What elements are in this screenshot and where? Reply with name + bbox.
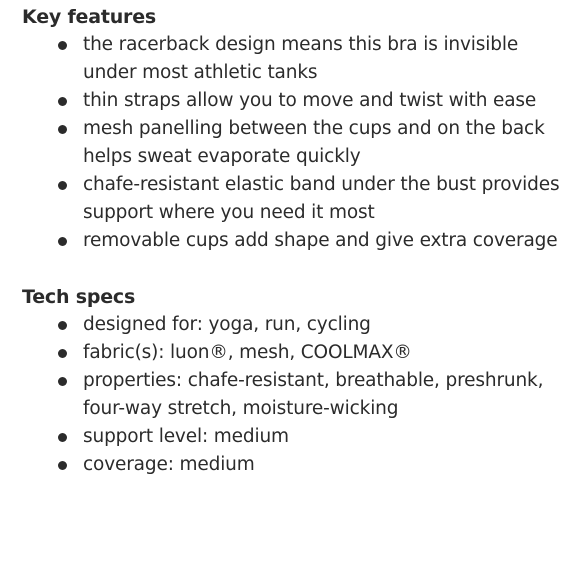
list-item <box>22 423 572 451</box>
list-item-text: mesh panelling between the cups and on the back helps sweat evaporate quickly <box>83 118 545 167</box>
bullet-icon <box>58 321 67 330</box>
bullet-icon <box>58 125 67 134</box>
list-item-text: coverage: medium <box>83 454 255 475</box>
product-details <box>22 4 572 479</box>
tech-specs-section <box>22 284 572 479</box>
list-item <box>22 115 572 171</box>
list-item <box>22 31 572 87</box>
bullet-icon <box>58 237 67 246</box>
list-item <box>22 87 572 115</box>
list-item-text: designed for: yoga, run, cycling <box>83 314 371 335</box>
list-item-text: removable cups add shape and give extra coverage <box>83 230 558 251</box>
tech-specs-heading: Tech specs <box>22 286 136 308</box>
key-features-list <box>22 31 572 255</box>
list-item-text: the racerback design means this bra is invisible under most athletic tanks <box>83 34 519 83</box>
list-item <box>22 367 572 423</box>
list-item-text: thin straps allow you to move and twist with ease <box>83 90 537 111</box>
list-item <box>22 311 572 339</box>
list-item <box>22 171 572 227</box>
bullet-icon <box>58 97 67 106</box>
list-item-text: support level: medium <box>83 426 289 447</box>
list-item <box>22 451 572 479</box>
list-item-text: fabric(s): luon®, mesh, COOLMAX® <box>83 342 412 363</box>
bullet-icon <box>58 349 67 358</box>
bullet-icon <box>58 377 67 386</box>
key-features-section <box>22 4 572 255</box>
list-item-text: properties: chafe-resistant, breathable, preshrunk, four-way stretch, moisture-wicking <box>83 370 544 419</box>
bullet-icon <box>58 41 67 50</box>
bullet-icon <box>58 181 67 190</box>
bullet-icon <box>58 433 67 442</box>
list-item <box>22 339 572 367</box>
list-item <box>22 227 572 255</box>
list-item-text: chafe-resistant elastic band under the bust provides support where you need it most <box>83 174 560 223</box>
tech-specs-list <box>22 311 572 479</box>
bullet-icon <box>58 461 67 470</box>
key-features-heading: Key features <box>22 6 157 28</box>
